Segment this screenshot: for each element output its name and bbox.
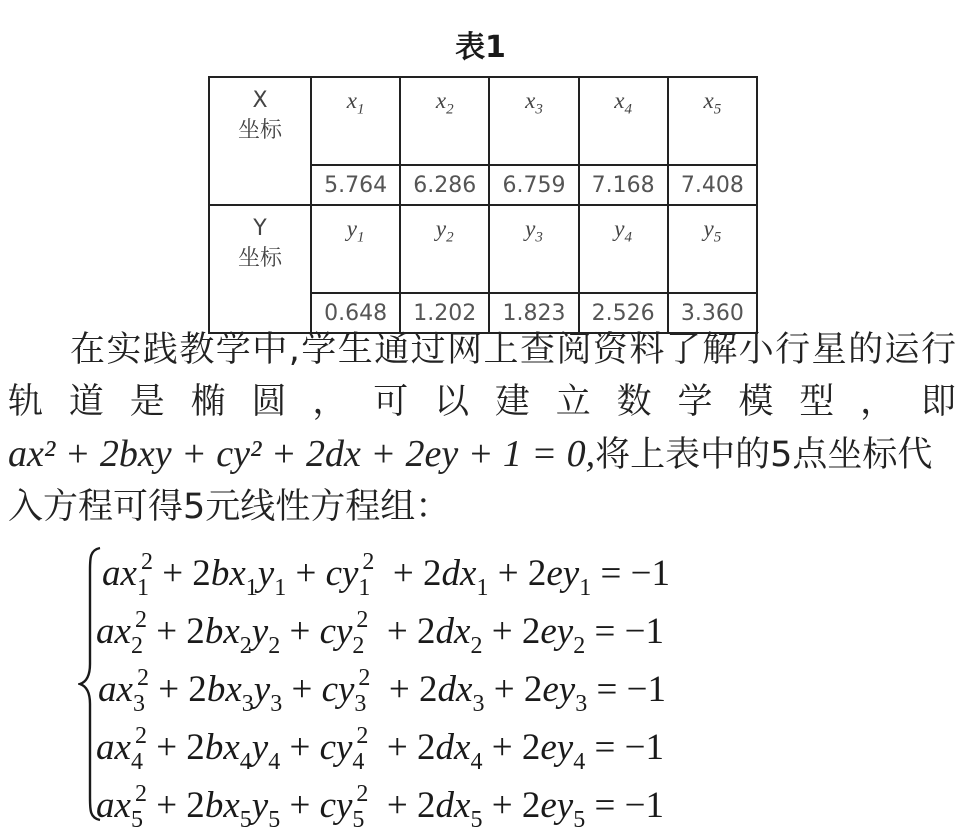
equation-rhs: = −1: [594, 727, 664, 768]
x-value-cell: 6.286: [400, 165, 489, 205]
equation-rhs: = −1: [596, 669, 666, 710]
y-symbol-cell: $y_4$: [579, 205, 668, 293]
y-label-word: 坐标: [237, 246, 282, 271]
paragraph-line-3-tail: 将上表中的5点坐标代: [595, 435, 933, 475]
x-symbol-cell: $x_3$: [489, 77, 578, 165]
x-symbol-cell: $x_2$: [400, 77, 489, 165]
y-axis-label: [209, 205, 311, 333]
y-symbol-cell: $y_1$: [311, 205, 400, 293]
paragraph-line-1: 在实践教学中,学生通过网上查阅资料了解小行星的运行: [70, 330, 956, 370]
y-symbol-cell: $y_5$: [668, 205, 757, 293]
y-symbol-cell: $y_2$: [400, 205, 489, 293]
table-caption: 表1: [455, 30, 506, 65]
equation-row: $ax_4^2 + 2bx_4y_4 + cy_4^2 + 2dx_4 + 2ey_4 = -1$: [96, 723, 664, 775]
y-value-cell: 0.648: [311, 293, 400, 333]
equation-rhs: = −1: [600, 553, 670, 594]
x-value-cell: 7.168: [579, 165, 668, 205]
paragraph-line-4: 入方程可得5元线性方程组：: [8, 487, 451, 527]
ellipse-equation: ax² + 2bxy + cy² + 2dx + 2ey + 1 = 0,: [8, 433, 596, 475]
x-symbol-cell: $x_5$: [668, 77, 757, 165]
y-value-cell: 3.360: [668, 293, 757, 333]
equation-rhs: = −1: [594, 611, 664, 652]
equation-row: $ax_2^2 + 2bx_2y_2 + cy_2^2 + 2dx_2 + 2ey_2 = -1$: [96, 607, 664, 659]
x-symbol-cell: $x_1$: [311, 77, 400, 165]
x-axis-label: [209, 77, 311, 205]
equation-system: [78, 540, 778, 833]
x-value-cell: 6.759: [489, 165, 578, 205]
paragraph-line-3: [8, 428, 956, 481]
body-paragraph: [8, 324, 956, 533]
x-value-cell: 5.764: [311, 165, 400, 205]
coordinate-table: [208, 76, 758, 334]
y-value-cell: 1.202: [400, 293, 489, 333]
equation-row: $ax_1^2 + 2bx_1y_1 + cy_1^2 + 2dx_1 + 2ey_1 = -1$: [102, 549, 670, 601]
equation-rhs: = −1: [594, 785, 664, 826]
equation-row: $ax_5^2 + 2bx_5y_5 + cy_5^2 + 2dx_5 + 2ey_5 = -1$: [96, 781, 664, 833]
x-symbol-cell: $x_4$: [579, 77, 668, 165]
equation-row: $ax_3^2 + 2bx_3y_3 + cy_3^2 + 2dx_3 + 2ey_3 = -1$: [98, 665, 666, 717]
y-label-letter: Y: [253, 216, 267, 241]
y-value-cell: 1.823: [489, 293, 578, 333]
paragraph-line-2: 轨 道 是 椭 圆 ， 可 以 建 立 数 学 模 型 ， 即: [8, 382, 956, 422]
y-value-cell: 2.526: [579, 293, 668, 333]
y-symbol-cell: $y_3$: [489, 205, 578, 293]
x-label-letter: X: [252, 88, 268, 113]
x-label-word: 坐标: [237, 118, 282, 143]
x-value-cell: 7.408: [668, 165, 757, 205]
